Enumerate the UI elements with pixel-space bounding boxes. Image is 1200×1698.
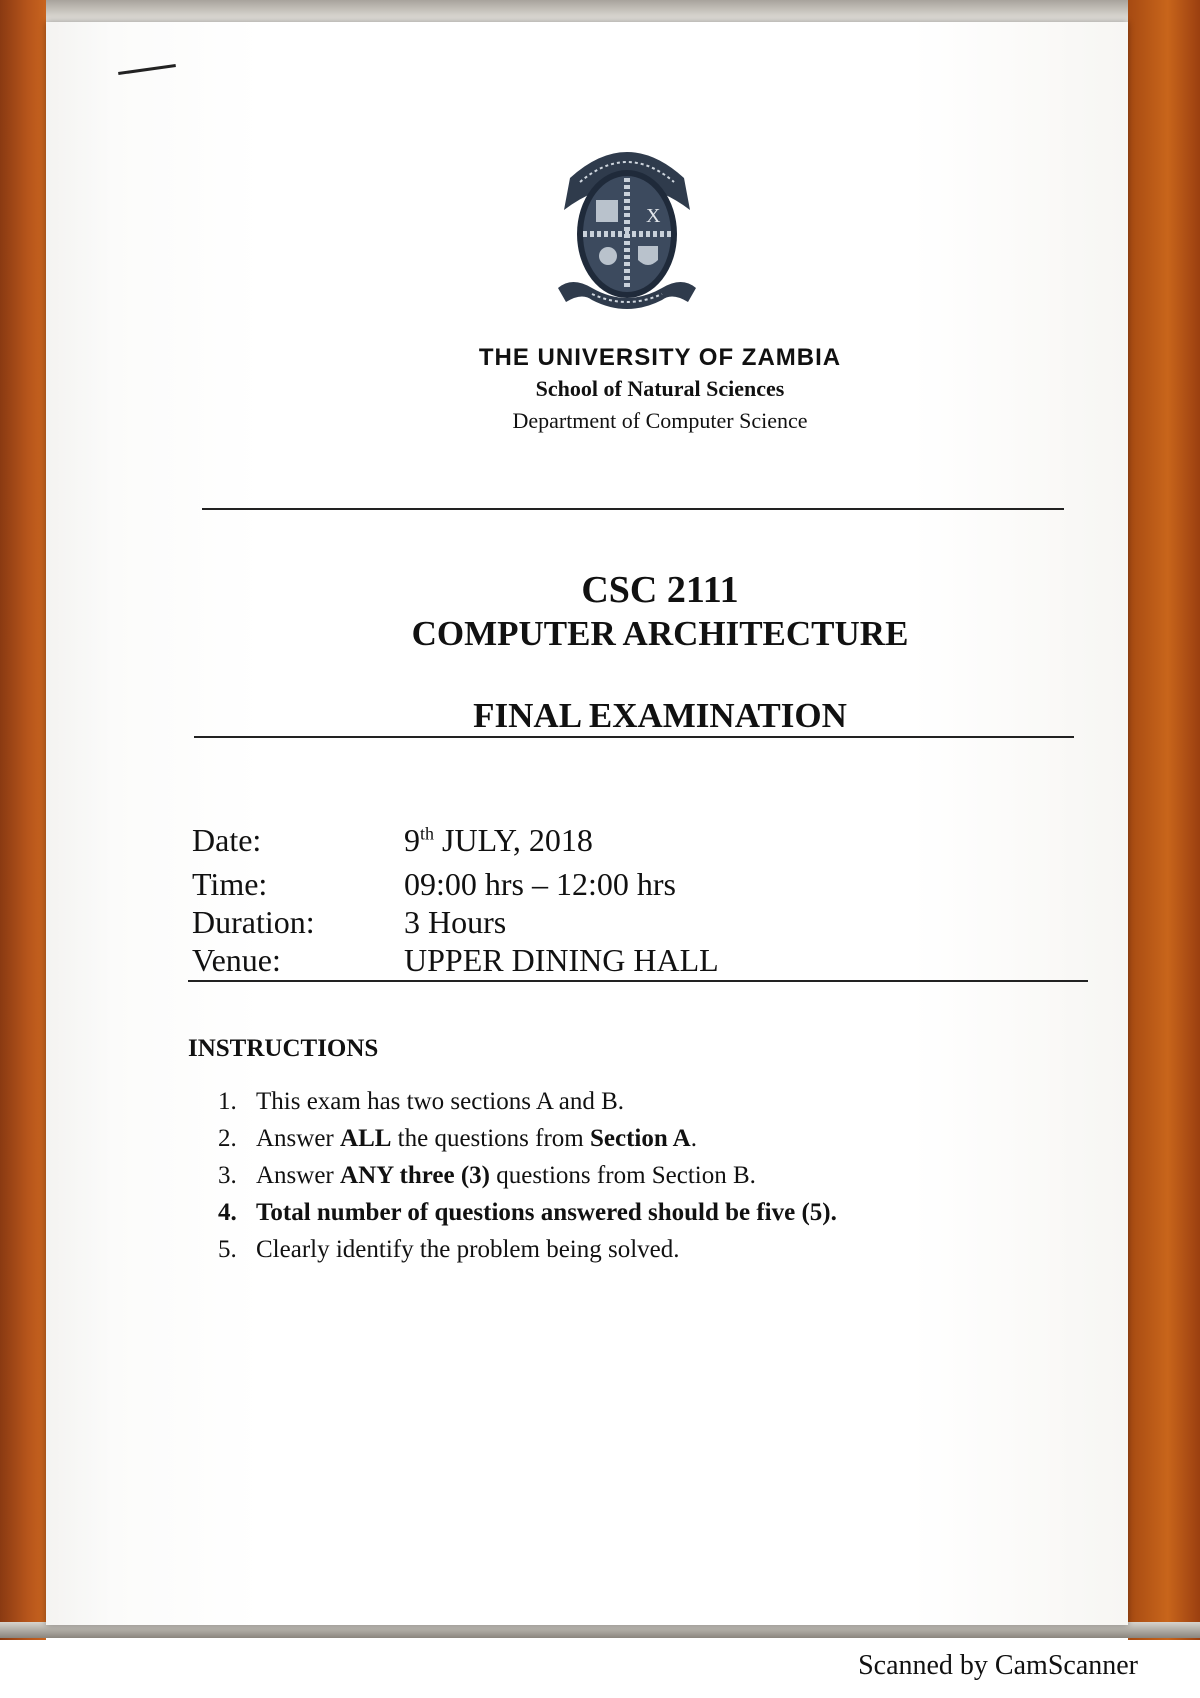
instruction-text: [256, 1088, 624, 1116]
scanner-footer: Scanned by CamScanner: [858, 1650, 1138, 1681]
instruction-text-part: the questions from: [391, 1125, 591, 1152]
duration-label: Duration:: [192, 904, 315, 940]
instruction-number: 4.: [218, 1199, 237, 1226]
instruction-text-part: This exam has two sections A and B.: [256, 1088, 625, 1115]
venue-value: UPPER DINING HALL: [404, 942, 719, 978]
instruction-text: [256, 1236, 680, 1264]
instruction-text-bold: Total number of questions answered should be five (5).: [256, 1199, 837, 1226]
instruction-text: [256, 1162, 756, 1190]
venue-label: Venue:: [192, 942, 281, 978]
university-name: THE UNIVERSITY OF ZAMBIA: [478, 344, 842, 371]
title-underline: [194, 736, 1074, 738]
instruction-text-part: .: [690, 1125, 697, 1152]
university-crest-icon: [552, 138, 702, 310]
header-divider: [202, 508, 1064, 510]
instruction-text: [256, 1199, 837, 1227]
instruction-text: [256, 1125, 697, 1153]
background-wood-left: [0, 0, 46, 1640]
exam-title: FINAL EXAMINATION: [473, 696, 847, 735]
instruction-text-part: questions from Section B.: [489, 1162, 756, 1189]
time-value: 09:00 hrs – 12:00 hrs: [404, 866, 676, 902]
duration-value: 3 Hours: [404, 904, 507, 940]
instruction-text-part: Answer: [256, 1125, 341, 1152]
instruction-number: 5.: [218, 1236, 237, 1263]
date-label: Date:: [192, 822, 262, 858]
instruction-text-bold: Section A: [590, 1125, 691, 1152]
course-code: CSC 2111: [581, 569, 739, 611]
background-wood-right: [1128, 0, 1200, 1640]
instruction-number: 2.: [218, 1125, 237, 1152]
instruction-text-bold: ANY three (3): [340, 1162, 490, 1189]
course-title: COMPUTER ARCHITECTURE: [411, 614, 909, 653]
department-name: Department of Computer Science: [512, 408, 808, 433]
instruction-number: 1.: [218, 1088, 237, 1115]
instruction-number: 3.: [218, 1162, 237, 1189]
instruction-text-part: Answer: [256, 1162, 341, 1189]
svg-text:X: X: [646, 205, 661, 227]
time-label: Time:: [192, 866, 268, 902]
details-underline: [188, 980, 1088, 982]
date-value: 9th JULY, 2018: [404, 822, 593, 858]
school-name: School of Natural Sciences: [535, 376, 785, 401]
instruction-text-part: Clearly identify the problem being solved.: [256, 1236, 680, 1263]
instruction-text-bold: ALL: [340, 1125, 392, 1152]
instructions-title: INSTRUCTIONS: [188, 1035, 379, 1062]
